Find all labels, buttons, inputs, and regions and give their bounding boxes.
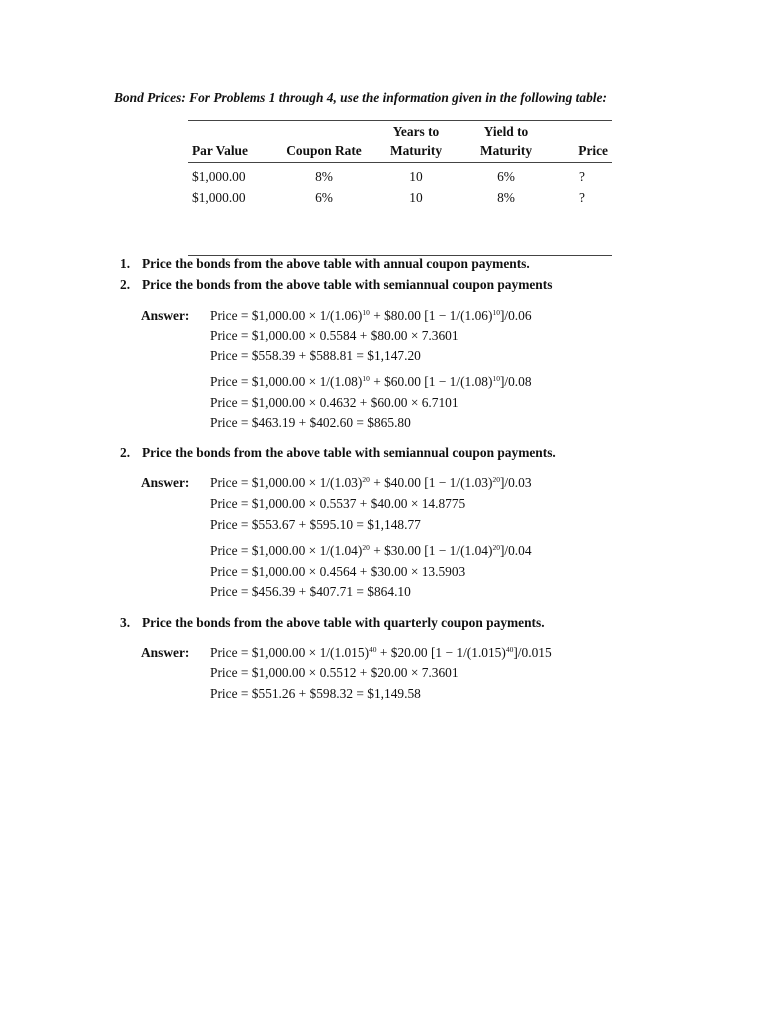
intro-heading: Bond Prices: For Problems 1 through 4, use the information given in the following table: bbox=[114, 90, 607, 105]
cell-yield: 8% bbox=[497, 190, 515, 205]
header-par-value: Par Value bbox=[192, 143, 248, 158]
table-header-rule bbox=[188, 162, 612, 163]
cell-par-value: $1,000.00 bbox=[192, 190, 246, 205]
cell-coupon-rate: 8% bbox=[315, 169, 333, 184]
answer-1-line-5: Price = $1,000.00 × 0.4632 + $60.00 × 6.7101 bbox=[210, 395, 459, 410]
question-1: 1. Price the bonds from the above table with annual coupon payments. bbox=[120, 256, 530, 271]
answer-2-line-1: Price = $1,000.00 × $1/(1.03)^{20}$ + $40.00 $[1 - 1/(1.03)^{20}]/0.03$ bbox=[210, 475, 532, 490]
cell-price: ? bbox=[579, 190, 585, 205]
answer-label: Answer: bbox=[141, 645, 190, 660]
answer-label: Answer: bbox=[141, 475, 190, 490]
header-price: Price bbox=[578, 143, 608, 158]
header-years-to-maturity: Years to Maturity bbox=[389, 124, 443, 158]
table-row bbox=[188, 187, 612, 208]
answer-label: Answer: bbox=[141, 308, 190, 323]
question-2: 2. Price the bonds from the above table with semiannual coupon payments bbox=[120, 277, 553, 292]
cell-price: ? bbox=[579, 169, 585, 184]
cell-yield: 6% bbox=[497, 169, 515, 184]
header-coupon-rate: Coupon Rate bbox=[286, 143, 362, 158]
question-2-semiannual: 2. Price the bonds from the above table with semiannual coupon payments. bbox=[120, 445, 556, 460]
bond-table bbox=[188, 120, 612, 208]
answer-3-line-1: Price = $1,000.00 × $1/(1.015)^{40}$ + $20.00 $[1 - 1/(1.015)^{40}]/0.015$ bbox=[210, 645, 552, 660]
answer-1-line-4: Price = $1,000.00 × $1/(1.08)^{10}$ + $60.00 $[1 - 1/(1.08)^{10}]/0.08$ bbox=[210, 374, 532, 389]
table-row bbox=[188, 166, 612, 187]
cell-years: 10 bbox=[409, 190, 423, 205]
cell-coupon-rate: 6% bbox=[315, 190, 333, 205]
answer-2-line-2: Price = $1,000.00 × 0.5537 + $40.00 × 14.8775 bbox=[210, 496, 466, 511]
answer-1-line-3: Price = $558.39 + $588.81 = $1,147.20 bbox=[210, 348, 421, 363]
answer-3-line-2: Price = $1,000.00 × 0.5512 + $20.00 × 7.3601 bbox=[210, 665, 459, 680]
header-yield-to-maturity: Yield to Maturity bbox=[479, 124, 533, 158]
cell-par-value: $1,000.00 bbox=[192, 169, 246, 184]
answer-2-line-4: Price = $1,000.00 × $1/(1.04)^{20}$ + $30.00 $[1 - 1/(1.04)^{20}]/0.04$ bbox=[210, 543, 532, 558]
answer-1-line-6: Price = $463.19 + $402.60 = $865.80 bbox=[210, 415, 411, 430]
cell-years: 10 bbox=[409, 169, 423, 184]
answer-3-line-3: Price = $551.26 + $598.32 = $1,149.58 bbox=[210, 686, 421, 701]
question-3: 3. Price the bonds from the above table with quarterly coupon payments. bbox=[120, 615, 545, 630]
table-header-row bbox=[188, 120, 612, 166]
answer-2-line-6: Price = $456.39 + $407.71 = $864.10 bbox=[210, 584, 411, 599]
answer-2-line-5: Price = $1,000.00 × 0.4564 + $30.00 × 13.5903 bbox=[210, 564, 466, 579]
answer-1-line-2: Price = $1,000.00 × 0.5584 + $80.00 × 7.3601 bbox=[210, 328, 459, 343]
answer-2-line-3: Price = $553.67 + $595.10 = $1,148.77 bbox=[210, 517, 421, 532]
answer-1-line-1: Price = $1,000.00 × $1/(1.06)^{10}$ + $80.00 $[1 - 1/(1.06)^{10}]/0.06$ bbox=[210, 308, 532, 323]
